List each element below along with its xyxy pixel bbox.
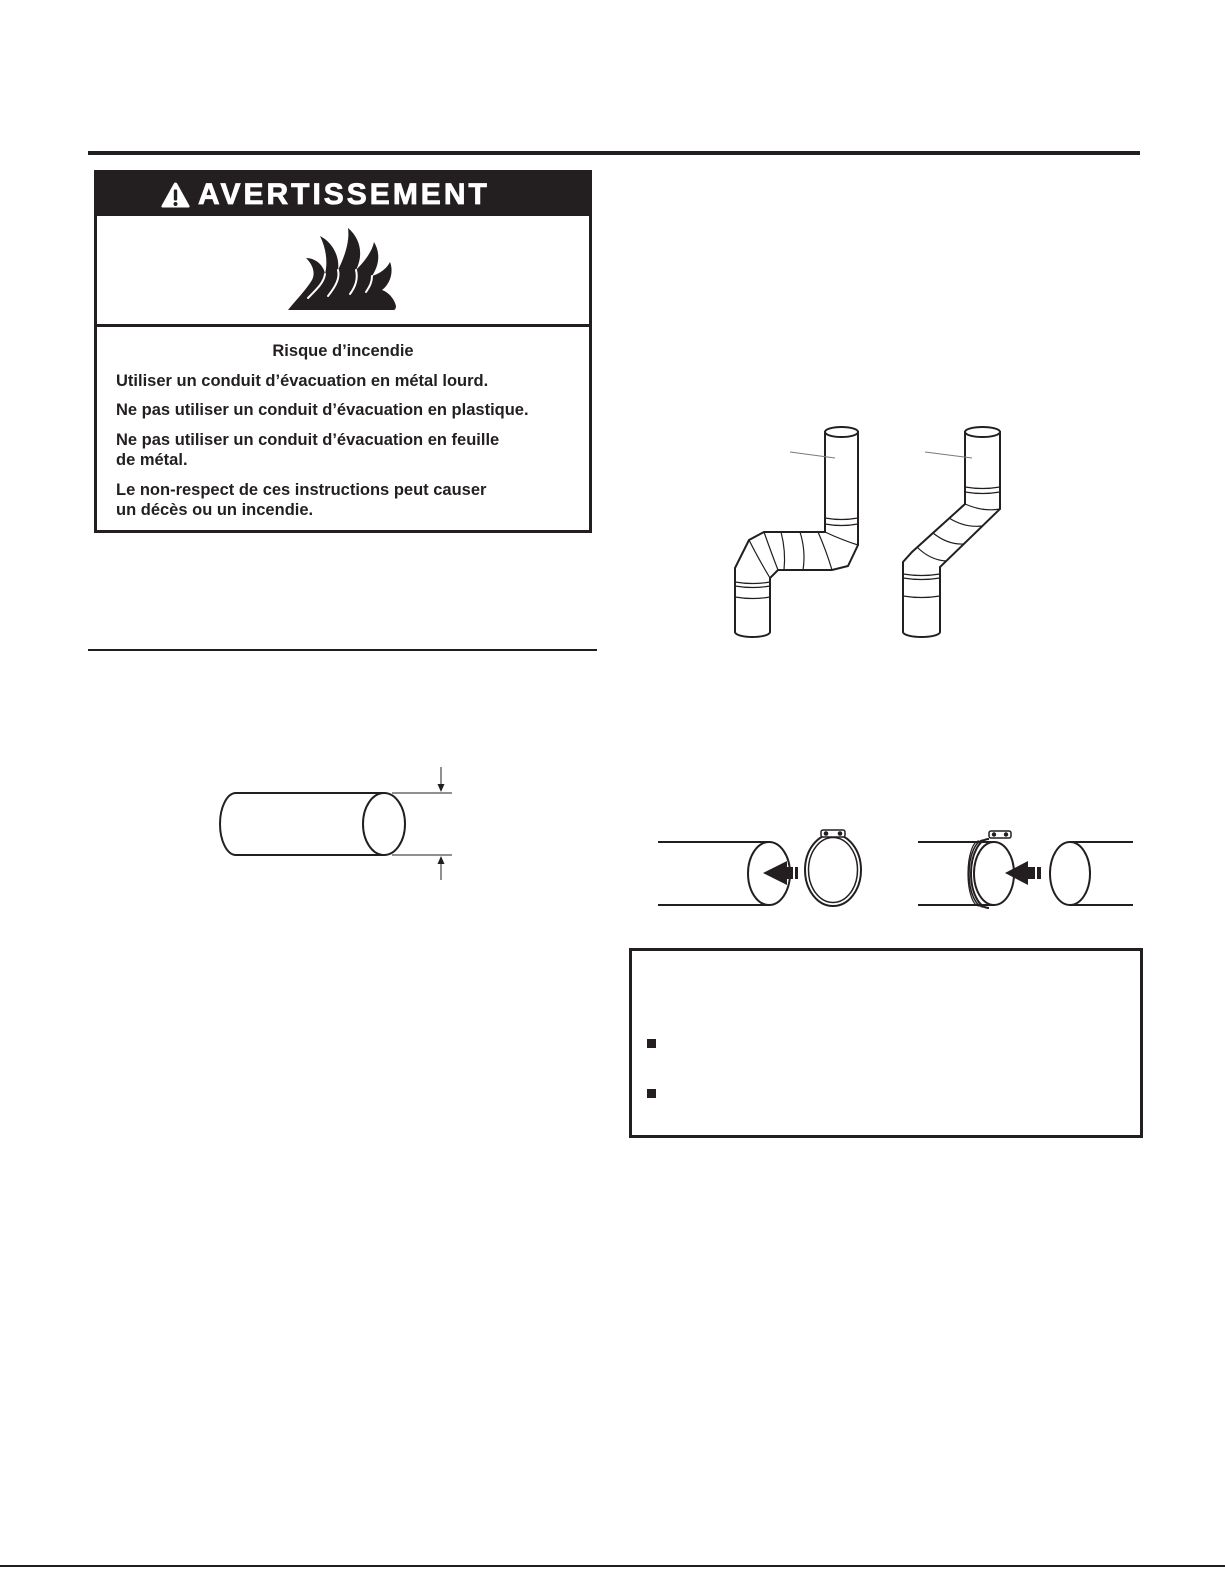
seam [903, 574, 940, 576]
seam [825, 518, 858, 520]
seam [965, 492, 1000, 494]
dimension-arrow-up-icon [438, 856, 445, 880]
arrow-head [1005, 861, 1028, 885]
clamp-band [969, 840, 984, 907]
warning-box [94, 170, 592, 533]
angled-offset-duct [903, 427, 1000, 637]
clamp-screw [824, 831, 829, 836]
clamp-icon [968, 831, 1011, 908]
arrow-head [438, 856, 445, 864]
arrow-tail [795, 867, 798, 879]
seam [735, 586, 770, 588]
clamp-screw-housing [821, 830, 845, 837]
callout-line [925, 452, 972, 458]
angled-duct-top-opening [965, 427, 1000, 437]
signal-word: AVERTISSEMENT [198, 178, 490, 211]
note-box [629, 948, 1143, 1138]
arrow-tail [1037, 867, 1041, 879]
seam [903, 596, 940, 598]
duct-end [1050, 842, 1090, 905]
clamp-diagram-step-2 [918, 831, 1133, 908]
seam [965, 504, 1000, 510]
seam [735, 597, 770, 599]
seam [735, 582, 770, 584]
arrow-shaft [786, 867, 793, 879]
duct-end [748, 842, 790, 905]
square-bullet-icon [647, 1039, 656, 1048]
seam [933, 533, 964, 544]
seam [903, 578, 940, 580]
clamp-screw [1004, 832, 1008, 836]
seam [825, 532, 858, 545]
hazard-title: Risque d’incendie [272, 342, 414, 360]
clamp-band [971, 839, 989, 908]
flame-icon [288, 228, 398, 312]
warning-statement-heavy-metal: Utiliser un conduit d’évacuation en métal lourd. [116, 372, 489, 390]
offset-elbow-duct [735, 427, 858, 637]
clamp-icon [805, 830, 861, 906]
warning-statement-consequence: Le non-respect de ces instructions peut causer [116, 481, 487, 499]
warning-divider [97, 324, 589, 327]
clamp-ring-outer [805, 834, 861, 906]
duct-end [363, 793, 405, 855]
warning-triangle-icon [160, 181, 191, 209]
duct-body [220, 793, 384, 855]
angled-duct-outline [903, 432, 1000, 637]
warning-statement-no-plastic: Ne pas utiliser un conduit d’évacuation en plastique. [116, 401, 529, 419]
seam [917, 547, 946, 561]
seam [818, 532, 832, 570]
clamp-band [968, 841, 979, 906]
elbow-duct-outline [735, 432, 858, 637]
arrow-head [763, 861, 787, 885]
arrow-shaft [1027, 867, 1035, 879]
dimension-arrow-down-icon [438, 767, 445, 792]
clamp-screw-housing [989, 831, 1011, 838]
callout-line [790, 452, 835, 458]
clamp-ring-inner [809, 838, 858, 903]
arrow-left-icon [1005, 861, 1041, 885]
square-bullet-icon [647, 1089, 656, 1098]
warning-statement-consequence-cont: un décès ou un incendie. [116, 501, 314, 519]
seam [764, 532, 778, 570]
seam [965, 487, 1000, 489]
clamp-diagram-step-1 [658, 830, 861, 906]
seam [800, 532, 804, 570]
top-section-rule [88, 151, 1140, 155]
seam [749, 540, 770, 578]
warning-statement-no-foil-cont: de métal. [116, 451, 188, 469]
duct-end [974, 842, 1014, 905]
arrow-head [438, 784, 445, 792]
arrow-left-icon [763, 861, 798, 885]
clamp-screw [838, 831, 843, 836]
warning-statement-no-foil: Ne pas utiliser un conduit d’évacuation en feuille [116, 431, 500, 449]
section-divider [88, 649, 597, 651]
seam [781, 532, 785, 570]
elbow-duct-seams [735, 518, 858, 599]
clamp-screw [992, 832, 996, 836]
page-bottom-rule [0, 1565, 1225, 1567]
angled-duct-seams [903, 487, 1000, 598]
elbow-duct-top-opening [825, 427, 858, 437]
duct-diameter-diagram [220, 767, 452, 880]
seam [949, 518, 982, 526]
seam [825, 524, 858, 526]
warning-header [97, 173, 589, 216]
